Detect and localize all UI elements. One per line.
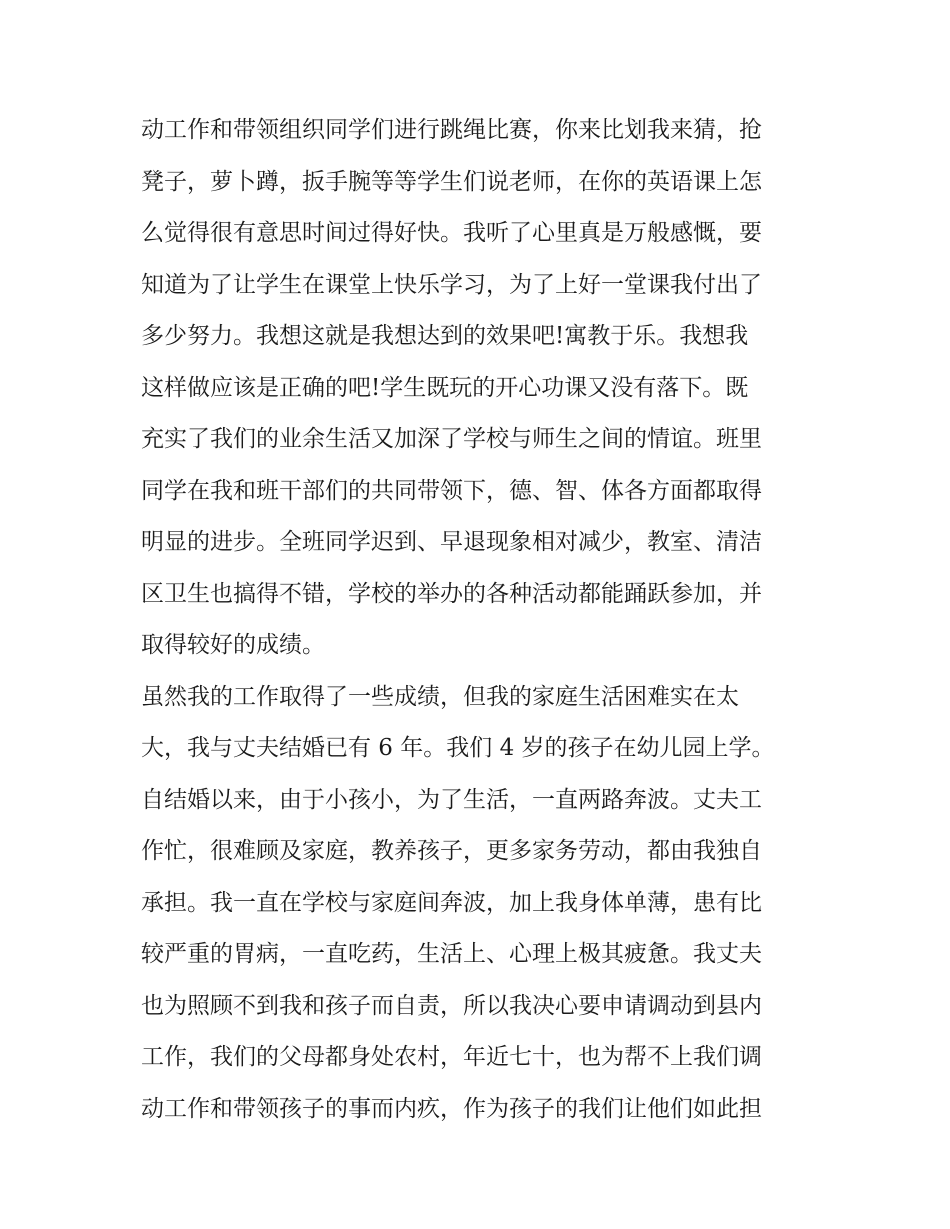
text-line: 区卫生也搞得不错，学校的举办的各种活动都能踊跃参加，并 — [141, 580, 762, 607]
text-line: 明显的进步。全班同学迟到、早退现象相对减少，教室、清洁 — [141, 529, 762, 555]
text-line: 充实了我们的业余生活又加深了学校与师生之间的情谊。班里 — [141, 426, 762, 452]
text-line: 工作，我们的父母都身处农村，年近七十，也为帮不上我们调 — [141, 1044, 762, 1070]
text-line: 大，我与丈夫结婚已有 6 年。我们 4 岁的孩子在幼儿园上学。 — [141, 735, 775, 761]
text-line: 也为照顾不到我和孩子而自责，所以我决心要申请调动到县内 — [141, 992, 762, 1019]
text-line: 自结婚以来，由于小孩小，为了生活，一直两路奔波。丈夫工 — [141, 786, 762, 813]
text-line: 知道为了让学生在课堂上快乐学习，为了上好一堂课我付出了 — [141, 271, 762, 298]
text-line: 多少努力。我想这就是我想达到的效果吧!寓教于乐。我想我 — [141, 323, 749, 349]
text-line: 较严重的胃病，一直吃药，生活上、心理上极其疲惫。我丈夫 — [141, 941, 762, 967]
text-line: 动工作和带领孩子的事而内疚，作为孩子的我们让他们如此担 — [141, 1095, 762, 1122]
text-line: 承担。我一直在学校与家庭间奔波，加上我身体单薄，患有比 — [141, 889, 762, 916]
text-line: 动工作和带领组织同学们进行跳绳比赛，你来比划我来猜，抢 — [141, 117, 762, 143]
text-line: 取得较好的成绩。 — [141, 632, 325, 658]
text-line: 么觉得很有意思时间过得好快。我听了心里真是万般感慨，要 — [141, 220, 762, 246]
text-line: 这样做应该是正确的吧!学生既玩的开心功课又没有落下。既 — [141, 374, 749, 401]
text-line: 凳子，萝卜蹲，扳手腕等等学生们说老师，在你的英语课上怎 — [141, 168, 762, 195]
text-line: 作忙，很难顾及家庭，教养孩子，更多家务劳动，都由我独自 — [141, 838, 762, 864]
text-line: 虽然我的工作取得了一些成绩，但我的家庭生活困难实在太 — [141, 683, 739, 710]
text-line: 同学在我和班干部们的共同带领下，德、智、体各方面都取得 — [141, 477, 762, 504]
body-text — [141, 105, 821, 1135]
